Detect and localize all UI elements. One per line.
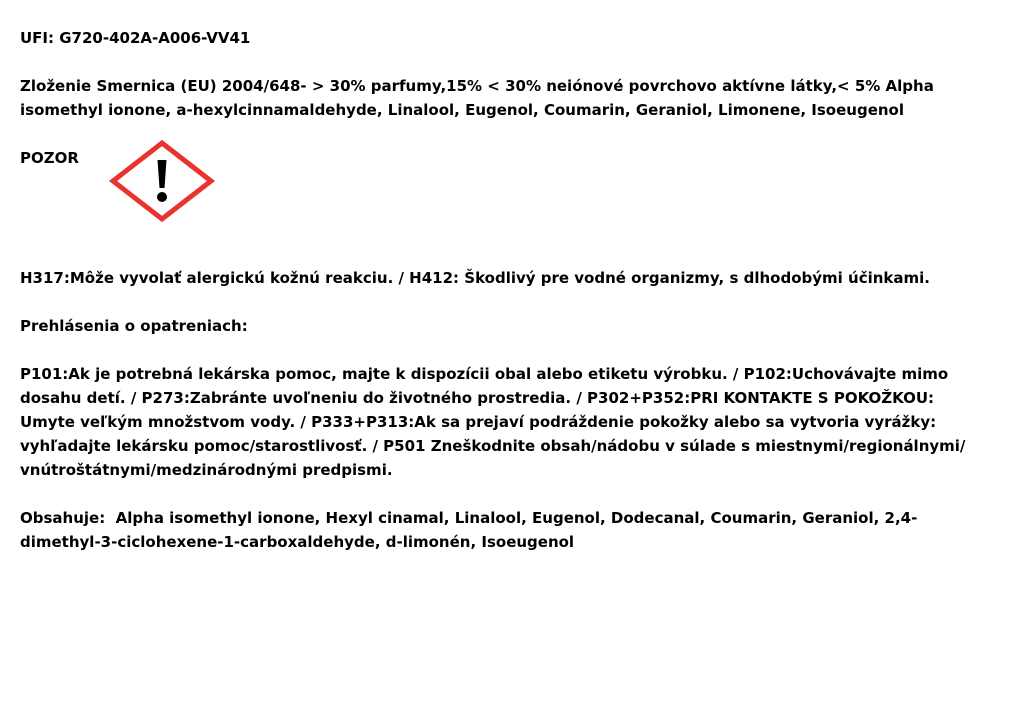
precautionary-line: Umyte veľkým množstvom vody. / P333+P313:Ak sa prejaví podráždenie pokožky alebo sa vytvoria vyrážky: [20,413,937,431]
composition-line: isomethyl ionone, a-hexylcinnamaldehyde, Linalool, Eugenol, Coumarin, Geraniol, Limonene, Isoeugenol [20,101,905,119]
precautionary-title: Prehlásenia o opatreniach: [20,317,248,335]
precautionary-line: dosahu detí. / P273:Zabránte uvoľneniu do životného prostredia. / P302+P352:PRI KONTAKTE S POKOŽKOU: [20,389,935,407]
hazard-statements: H317:Môže vyvolať alergickú kožnú reakciu. / H412: Škodlivý pre vodné organizmy, s dlhodobými účinkami. [20,269,930,287]
signal-word: POZOR [20,149,79,167]
precautionary-line: P101:Ak je potrebná lekárska pomoc, majte k dispozícii obal alebo etiketu výrobku. / P102:Uchovávajte mimo [20,365,949,383]
ufi-code: UFI: G720-402A-A006-VV41 [20,29,251,47]
composition-block [20,74,995,122]
precautionary-line: vyhľadajte lekársku pomoc/starostlivosť. / P501 Zneškodnite obsah/nádobu v súlade s miestnymi/regionálnymi/ [20,437,966,455]
contains-block [20,506,995,554]
precautionary-line: vnútroštátnymi/medzinárodnými predpismi. [20,461,393,479]
exclamation-mark-hazard-icon [108,138,216,224]
warning-row [20,146,995,242]
label-document [20,26,995,554]
precautionary-statements [20,362,995,482]
composition-line: Zloženie Smernica (EU) 2004/648- > 30% parfumy,15% < 30% neiónové povrchovo aktívne látky,< 5% Alpha [20,77,934,95]
contains-line: dimethyl-3-ciclohexene-1-carboxaldehyde, d-limonén, Isoeugenol [20,533,575,551]
contains-line: Obsahuje: Alpha isomethyl ionone, Hexyl cinamal, Linalool, Eugenol, Dodecanal, Coumarin, Geraniol, 2,4- [20,509,918,527]
